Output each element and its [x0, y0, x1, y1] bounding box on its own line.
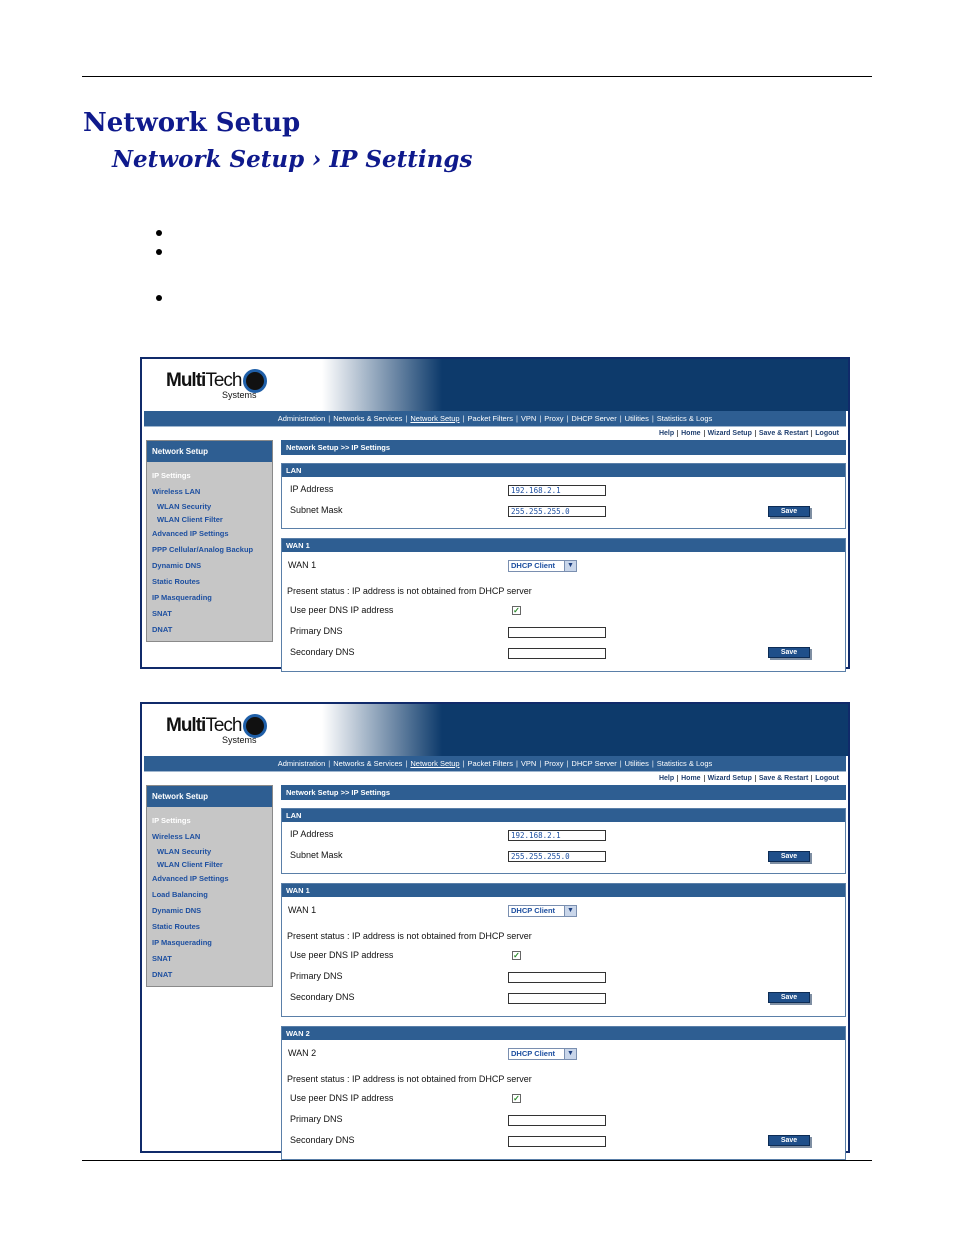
main-nav: Administration | Networks & Services | Network Setup | Packet Filters | VPN | Proxy | DHCP Server | Utilities | Statistics & Logs — [144, 756, 846, 772]
wan1-primary-dns-input[interactable] — [508, 972, 606, 983]
link-home[interactable]: Home — [677, 430, 703, 437]
wan2-section-header: WAN 2 — [282, 1026, 845, 1040]
sidebar-item-wlan-security[interactable]: WLAN Security — [157, 847, 212, 856]
link-save-restart[interactable]: Save & Restart — [755, 430, 811, 437]
sidebar-item-ip-masquerading[interactable]: IP Masquerading — [152, 938, 212, 947]
link-logout[interactable]: Logout — [811, 775, 842, 782]
nav-vpn[interactable]: VPN — [520, 759, 537, 768]
wan1-status-text: Present status : IP address is not obtained from DHCP server — [287, 931, 532, 941]
link-wizard-setup[interactable]: Wizard Setup — [704, 430, 755, 437]
lan-section-header: LAN — [282, 463, 845, 477]
nav-proxy[interactable]: Proxy — [544, 414, 564, 423]
sidebar-item-wlan-client-filter[interactable]: WLAN Client Filter — [157, 515, 223, 524]
nav-network-setup[interactable]: Network Setup — [410, 759, 460, 768]
screenshot-dual-wan — [140, 702, 850, 1153]
sidebar-header: Network Setup — [147, 441, 272, 462]
wan1-section-header: WAN 1 — [282, 883, 845, 897]
nav-proxy[interactable]: Proxy — [544, 759, 564, 768]
sidebar-item-ip-settings[interactable]: IP Settings — [152, 816, 191, 825]
wan1-peer-dns-label: Use peer DNS IP address — [290, 950, 394, 960]
subnet-mask-input[interactable]: 255.255.255.0 — [508, 506, 606, 517]
nav-statistics-logs[interactable]: Statistics & Logs — [656, 414, 713, 423]
sidebar-item-dynamic-dns[interactable]: Dynamic DNS — [152, 906, 202, 915]
ip-address-label: IP Address — [290, 484, 334, 494]
content — [281, 785, 846, 1160]
sidebar-item-wlan-client-filter[interactable]: WLAN Client Filter — [157, 860, 223, 869]
wan1-peer-dns-label: Use peer DNS IP address — [290, 605, 394, 615]
lan-save-button[interactable]: Save — [768, 506, 810, 517]
sidebar-item-ppp-backup[interactable]: PPP Cellular/Analog Backup — [152, 545, 254, 554]
wan2-status-text: Present status : IP address is not obtained from DHCP server — [287, 1074, 532, 1084]
sidebar-item-snat[interactable]: SNAT — [152, 954, 172, 963]
wan2-mode-select[interactable]: DHCP Client ▼ — [508, 1048, 577, 1060]
lan-save-button[interactable]: Save — [768, 851, 810, 862]
sidebar-item-wlan-security[interactable]: WLAN Security — [157, 502, 212, 511]
bullet — [156, 230, 162, 236]
sidebar-item-static-routes[interactable]: Static Routes — [152, 577, 200, 586]
nav-vpn[interactable]: VPN — [520, 414, 537, 423]
wan1-save-button[interactable]: Save — [768, 992, 810, 1003]
nav-packet-filters[interactable]: Packet Filters — [467, 414, 513, 423]
wan2-peer-dns-label: Use peer DNS IP address — [290, 1093, 394, 1103]
nav-dhcp-server[interactable]: DHCP Server — [571, 759, 617, 768]
multitech-logo: MultiTech Systems — [166, 716, 267, 738]
sidebar-item-ip-settings[interactable]: IP Settings — [152, 471, 191, 480]
link-help[interactable]: Help — [658, 775, 675, 782]
wan1-secondary-dns-input[interactable] — [508, 648, 606, 659]
link-logout[interactable]: Logout — [811, 430, 842, 437]
nav-network-setup[interactable]: Network Setup — [410, 414, 460, 423]
wan1-primary-dns-label: Primary DNS — [290, 626, 343, 636]
wan1-mode-select[interactable]: DHCP Client ▼ — [508, 560, 577, 572]
chevron-down-icon: ▼ — [564, 906, 576, 916]
wan2-peer-dns-checkbox[interactable]: ✓ — [513, 1094, 520, 1103]
nav-networks-services[interactable]: Networks & Services — [333, 414, 403, 423]
sidebar-item-dnat[interactable]: DNAT — [152, 970, 173, 979]
top-links — [656, 430, 842, 437]
bullet — [156, 295, 162, 301]
wan1-mode-select[interactable]: DHCP Client ▼ — [508, 905, 577, 917]
subnet-mask-label: Subnet Mask — [290, 505, 343, 515]
wan1-section-header: WAN 1 — [282, 538, 845, 552]
wan1-label: WAN 1 — [288, 905, 317, 915]
ip-address-label: IP Address — [290, 829, 334, 839]
chevron-down-icon: ▼ — [564, 1049, 576, 1059]
wan1-primary-dns-input[interactable] — [508, 627, 606, 638]
wan2-secondary-dns-label: Secondary DNS — [290, 1135, 355, 1145]
link-home[interactable]: Home — [677, 775, 703, 782]
nav-utilities[interactable]: Utilities — [624, 759, 649, 768]
sidebar-item-wireless-lan[interactable]: Wireless LAN — [152, 832, 201, 841]
wan1-save-button[interactable]: Save — [768, 647, 810, 658]
lan-section-header: LAN — [282, 808, 845, 822]
subnet-mask-input[interactable]: 255.255.255.0 — [508, 851, 606, 862]
wan1-status-text: Present status : IP address is not obtained from DHCP server — [287, 586, 532, 596]
sidebar-item-ip-masquerading[interactable]: IP Masquerading — [152, 593, 212, 602]
wan2-primary-dns-label: Primary DNS — [290, 1114, 343, 1124]
wan1-secondary-dns-label: Secondary DNS — [290, 992, 355, 1002]
sidebar-item-load-balancing[interactable]: Load Balancing — [152, 890, 208, 899]
sidebar-header: Network Setup — [147, 786, 272, 807]
wan1-label: WAN 1 — [288, 560, 317, 570]
wan2-section — [281, 1026, 846, 1160]
lan-section — [281, 808, 846, 874]
ip-address-input[interactable]: 192.168.2.1 — [508, 485, 606, 496]
ip-address-input[interactable]: 192.168.2.1 — [508, 830, 606, 841]
nav-statistics-logs[interactable]: Statistics & Logs — [656, 759, 713, 768]
breadcrumb: Network Setup >> IP Settings — [281, 440, 846, 455]
screenshot-single-wan — [140, 357, 850, 669]
nav-packet-filters[interactable]: Packet Filters — [467, 759, 513, 768]
wan1-section — [281, 883, 846, 1017]
nav-dhcp-server[interactable]: DHCP Server — [571, 414, 617, 423]
wan1-peer-dns-checkbox[interactable]: ✓ — [513, 606, 520, 615]
wan2-secondary-dns-input[interactable] — [508, 1136, 606, 1147]
lan-section — [281, 463, 846, 529]
link-wizard-setup[interactable]: Wizard Setup — [704, 775, 755, 782]
wan1-primary-dns-label: Primary DNS — [290, 971, 343, 981]
nav-administration[interactable]: Administration — [277, 414, 326, 423]
wan2-label: WAN 2 — [288, 1048, 317, 1058]
wan2-save-button[interactable]: Save — [768, 1135, 810, 1146]
chevron-down-icon: ▼ — [564, 561, 576, 571]
main-nav: Administration | Networks & Services | Network Setup | Packet Filters | VPN | Proxy | DHCP Server | Utilities | Statistics & Logs — [144, 411, 846, 427]
bottom-rule — [82, 1160, 872, 1161]
wan1-peer-dns-checkbox[interactable]: ✓ — [513, 951, 520, 960]
page-subtitle: Network Setup › IP Settings — [112, 146, 473, 173]
page-title: Network Setup — [83, 108, 301, 138]
wan2-primary-dns-input[interactable] — [508, 1115, 606, 1126]
content — [281, 440, 846, 672]
nav-administration[interactable]: Administration — [277, 759, 326, 768]
sidebar-item-snat[interactable]: SNAT — [152, 609, 172, 618]
sidebar-item-advanced-ip-settings[interactable]: Advanced IP Settings — [152, 874, 229, 883]
bullet — [156, 249, 162, 255]
sidebar-item-wireless-lan[interactable]: Wireless LAN — [152, 487, 201, 496]
wan1-secondary-dns-label: Secondary DNS — [290, 647, 355, 657]
sidebar — [146, 440, 273, 642]
nav-utilities[interactable]: Utilities — [624, 414, 649, 423]
link-help[interactable]: Help — [658, 430, 675, 437]
top-links — [656, 775, 842, 782]
nav-networks-services[interactable]: Networks & Services — [333, 759, 403, 768]
sidebar-item-static-routes[interactable]: Static Routes — [152, 922, 200, 931]
top-rule — [82, 76, 872, 77]
sidebar-item-advanced-ip-settings[interactable]: Advanced IP Settings — [152, 529, 229, 538]
sidebar — [146, 785, 273, 987]
wan1-secondary-dns-input[interactable] — [508, 993, 606, 1004]
subnet-mask-label: Subnet Mask — [290, 850, 343, 860]
breadcrumb: Network Setup >> IP Settings — [281, 785, 846, 800]
multitech-logo: MultiTech Systems — [166, 371, 267, 393]
sidebar-item-dnat[interactable]: DNAT — [152, 625, 173, 634]
link-save-restart[interactable]: Save & Restart — [755, 775, 811, 782]
wan1-section — [281, 538, 846, 672]
sidebar-item-dynamic-dns[interactable]: Dynamic DNS — [152, 561, 202, 570]
